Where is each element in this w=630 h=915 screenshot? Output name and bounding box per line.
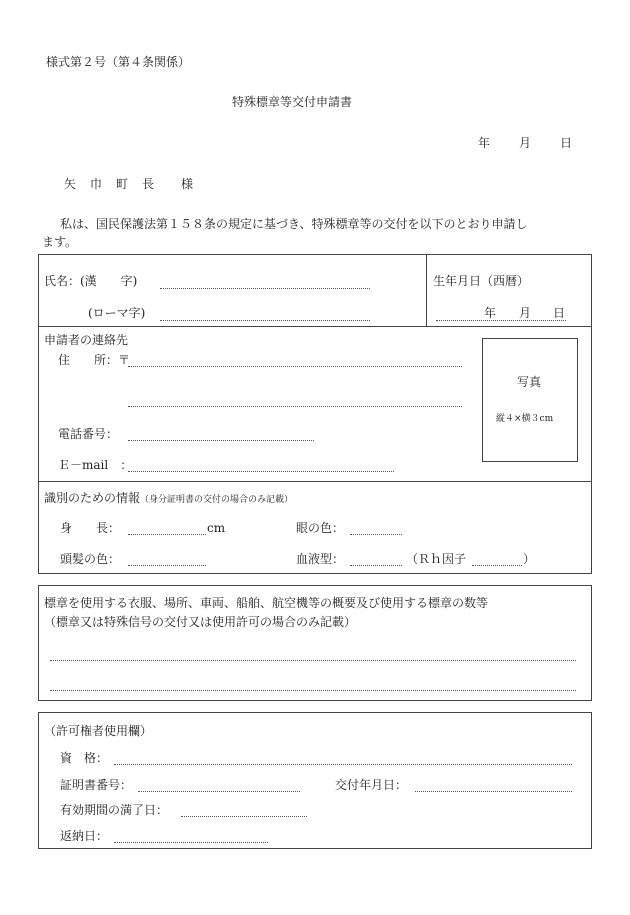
intro-line-2: ます。 xyxy=(42,235,78,249)
contact-id-divider xyxy=(38,481,592,482)
name-roman-field[interactable] xyxy=(160,320,370,321)
contact-heading: 申請者の連絡先 xyxy=(44,333,129,347)
return-date-label: 返納日： xyxy=(60,829,109,843)
name-roman-label: (ローマ字) xyxy=(88,306,146,320)
certificate-number-label: 証明書番号： xyxy=(60,778,133,792)
address-field-line-2[interactable] xyxy=(128,406,462,407)
email-field[interactable] xyxy=(128,471,394,472)
hair-color-field[interactable] xyxy=(128,565,206,566)
issue-date-label: 交付年月日： xyxy=(335,778,408,792)
address-field-line-1[interactable] xyxy=(128,366,462,367)
eye-color-field[interactable] xyxy=(350,534,402,535)
name-birth-divider xyxy=(426,254,427,326)
usage-field-line-2[interactable] xyxy=(50,690,576,691)
intro-line-1: 私は、国民保護法第１５８条の規定に基づき、特殊標章等の交付を以下のとおり申請し xyxy=(60,217,528,231)
id-heading-text: 識別のための情報 xyxy=(44,491,141,505)
issue-date-field[interactable] xyxy=(415,791,572,792)
name-kanji-label: 氏名：(漢 字) xyxy=(44,274,138,288)
height-label: 身 長： xyxy=(60,521,121,535)
email-label: Ｅ－mail ： xyxy=(58,458,133,472)
qualification-field[interactable] xyxy=(114,764,572,765)
id-heading-note: （身分証明書の交付の場合のみ記載） xyxy=(140,495,294,505)
name-kanji-field[interactable] xyxy=(160,288,370,289)
return-date-field[interactable] xyxy=(114,842,268,843)
name-contact-divider xyxy=(38,326,592,327)
birth-date-label: 生年月日（西暦） xyxy=(433,274,530,288)
height-unit: cm xyxy=(207,521,226,535)
date-month-label: 月 xyxy=(519,136,532,150)
qualification-label: 資 格： xyxy=(60,751,109,765)
date-year-label: 年 xyxy=(478,136,491,150)
birth-month-label: 月 xyxy=(519,306,532,320)
birth-year-label: 年 xyxy=(484,306,497,320)
expiry-date-field[interactable] xyxy=(181,816,307,817)
photo-label: 写真 xyxy=(517,375,542,389)
phone-label: 電話番号： xyxy=(58,427,119,441)
eye-color-label: 眼の色： xyxy=(296,521,345,535)
certificate-number-field[interactable] xyxy=(138,791,300,792)
blood-type-field[interactable] xyxy=(350,565,402,566)
birth-date-field[interactable] xyxy=(436,320,566,321)
usage-line-2: （標章又は特殊信号の交付又は使用許可の場合のみ記載） xyxy=(44,615,357,629)
rh-factor-close: ） xyxy=(523,552,536,566)
height-field[interactable] xyxy=(128,534,206,535)
expiry-date-label: 有効期間の満了日： xyxy=(60,803,169,817)
form-title: 特殊標章等交付申請書 xyxy=(232,95,353,109)
rh-factor-label: （Ｒｈ因子 xyxy=(406,552,467,566)
date-day-label: 日 xyxy=(560,136,573,150)
blood-type-label: 血液型： xyxy=(296,552,345,566)
usage-line-1: 標章を使用する衣服、場所、車両、船舶、航空機等の概要及び使用する標章の数等 xyxy=(44,596,489,610)
id-heading xyxy=(44,491,293,507)
usage-field-line-1[interactable] xyxy=(50,660,576,661)
form-number: 様式第２号（第４条関係） xyxy=(46,55,191,69)
addressee: 矢 巾 町 長 様 xyxy=(64,177,195,191)
photo-box xyxy=(482,338,578,462)
rh-factor-field[interactable] xyxy=(472,565,522,566)
phone-field[interactable] xyxy=(128,440,314,441)
authority-heading: （許可権者使用欄） xyxy=(44,724,153,738)
address-label: 住 所：〒 xyxy=(58,353,131,367)
hair-color-label: 頭髪の色： xyxy=(60,552,121,566)
birth-day-label: 日 xyxy=(553,306,566,320)
photo-size: 縦４×横３cm xyxy=(496,414,554,424)
